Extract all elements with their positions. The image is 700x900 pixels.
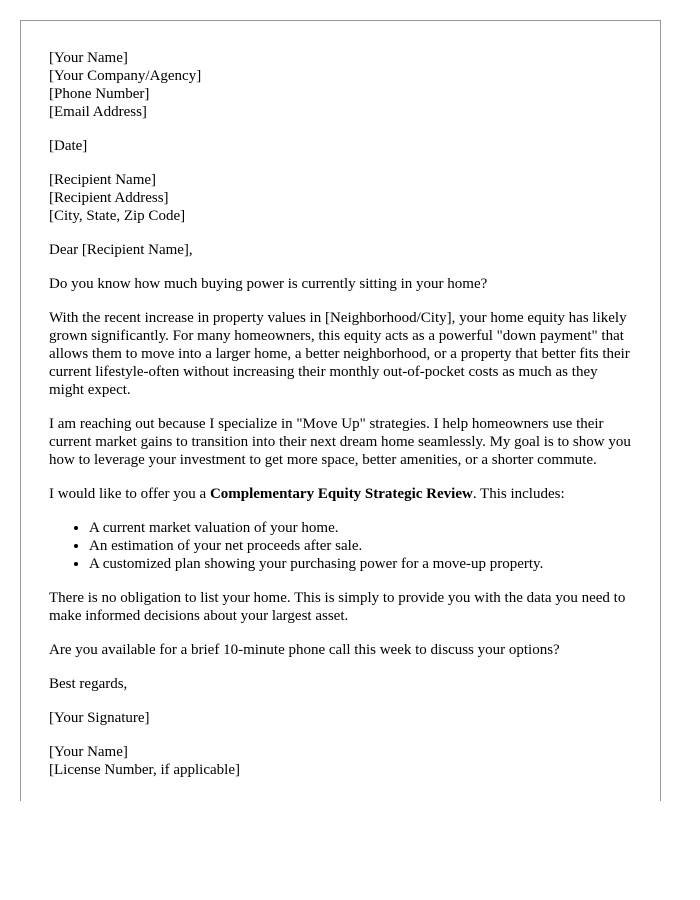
signoff-name: [Your Name] bbox=[49, 744, 128, 760]
paragraph-offer bbox=[49, 485, 634, 503]
salutation: Dear [Recipient Name], bbox=[49, 242, 193, 258]
recipient-name: [Recipient Name] bbox=[49, 172, 157, 188]
letter-page bbox=[20, 20, 661, 801]
recipient-block bbox=[49, 171, 634, 225]
recipient-address: [Recipient Address] bbox=[49, 190, 169, 206]
offer-title: Complementary Equity Strategic Review bbox=[209, 486, 473, 502]
letter-body bbox=[49, 49, 634, 795]
signoff-block bbox=[49, 743, 634, 779]
paragraph-equity: With the recent increase in property values in [Neighborhood/City], your home equity has likely grown significantly. For many homeowners, this equity acts as a powerful "down payment" that allows them to move into a larger home, a better neighborhood, or a property that better fits their current lifestyle-often without increasing their monthly out-of-pocket costs as much as they might expect. bbox=[49, 310, 630, 398]
letter-date: [Date] bbox=[49, 138, 88, 154]
offer-text-before: I would like to offer you a bbox=[49, 486, 210, 502]
recipient-city-state-zip: [City, State, Zip Code] bbox=[49, 208, 186, 224]
sender-company: [Your Company/Agency] bbox=[49, 68, 202, 84]
offer-text-after: . This includes: bbox=[472, 486, 565, 502]
sender-phone: [Phone Number] bbox=[49, 86, 150, 102]
closing: Best regards, bbox=[49, 676, 128, 692]
signoff-license: [License Number, if applicable] bbox=[49, 762, 240, 778]
sender-block bbox=[49, 49, 634, 121]
date-block bbox=[49, 137, 634, 155]
signature: [Your Signature] bbox=[49, 710, 150, 726]
list-item: • A current market valuation of your home. bbox=[89, 519, 634, 537]
includes-list bbox=[49, 519, 634, 573]
paragraph-question: Do you know how much buying power is currently sitting in your home? bbox=[49, 276, 488, 292]
sender-email: [Email Address] bbox=[49, 104, 147, 120]
list-item: • A customized plan showing your purchasing power for a move-up property. bbox=[89, 555, 634, 573]
sender-name: [Your Name] bbox=[49, 50, 128, 66]
paragraph-strategy: I am reaching out because I specialize in "Move Up" strategies. I help homeowners use their current market gains to transition into their next dream home seamlessly. My goal is to show you how to leverage your investment to get more space, better amenities, or a shorter commute. bbox=[49, 416, 631, 468]
paragraph-obligation: There is no obligation to list your home. This is simply to provide you with the data you need to make informed decisions about your largest asset. bbox=[49, 590, 626, 624]
paragraph-call: Are you available for a brief 10-minute phone call this week to discuss your options? bbox=[49, 642, 560, 658]
list-item: • An estimation of your net proceeds after sale. bbox=[89, 537, 634, 555]
